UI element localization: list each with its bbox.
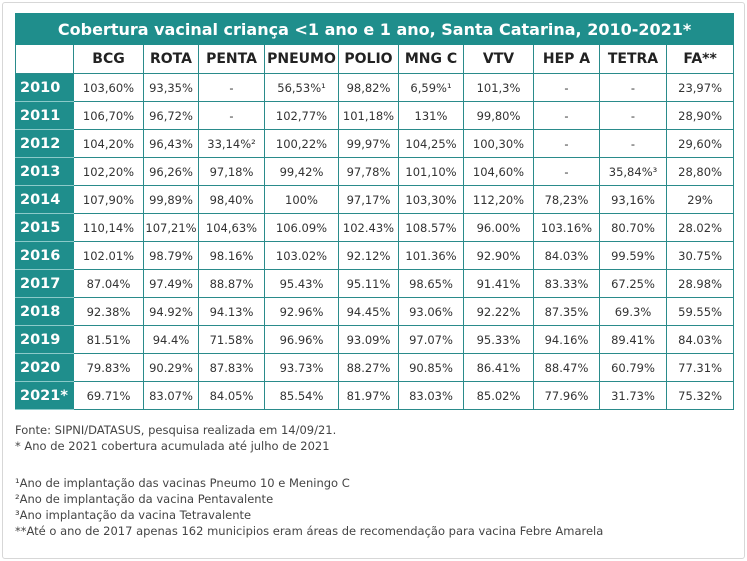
coverage-cell: 97,18% [199,158,265,186]
coverage-cell: 104,20% [74,130,144,158]
table-row [16,326,734,354]
coverage-cell: 83.33% [534,270,600,298]
coverage-cell: 102,20% [74,158,144,186]
coverage-cell: 94.92% [144,298,199,326]
coverage-cell: 29,60% [667,130,734,158]
table-row [16,74,734,102]
coverage-cell: 100,22% [265,130,339,158]
coverage-cell: 87.04% [74,270,144,298]
coverage-cell: 100% [265,186,339,214]
coverage-cell: - [534,158,600,186]
footnotes [15,475,603,539]
coverage-cell: 95.43% [265,270,339,298]
year-cell: 2020 [16,354,74,382]
coverage-cell: 97,78% [339,158,399,186]
coverage-cell: 101,18% [339,102,399,130]
coverage-cell: 104,63% [199,214,265,242]
year-cell: 2013 [16,158,74,186]
coverage-cell: 30.75% [667,242,734,270]
coverage-cell: 98.65% [399,270,464,298]
coverage-cell: 100,30% [464,130,534,158]
coverage-cell: 85.54% [265,382,339,410]
table-row [16,270,734,298]
table-row [16,130,734,158]
column-header: TETRA [600,45,667,74]
coverage-cell: 6,59%¹ [399,74,464,102]
coverage-cell: 29% [667,186,734,214]
coverage-cell: 97,17% [339,186,399,214]
coverage-cell: 87.35% [534,298,600,326]
coverage-cell: 102.43% [339,214,399,242]
coverage-cell: 35,84%³ [600,158,667,186]
coverage-cell: 131% [399,102,464,130]
coverage-cell: 107,90% [74,186,144,214]
table-row [16,186,734,214]
coverage-cell: 99,42% [265,158,339,186]
coverage-cell: 97.49% [144,270,199,298]
coverage-cell: 80.70% [600,214,667,242]
coverage-cell: 93.06% [399,298,464,326]
column-header: ROTA [144,45,199,74]
coverage-cell: 88.47% [534,354,600,382]
coverage-cell: 108.57% [399,214,464,242]
coverage-cell: 31.73% [600,382,667,410]
table-title: Cobertura vacinal criança <1 ano e 1 ano, Santa Catarina, 2010-2021* [16,14,734,45]
year-cell: 2016 [16,242,74,270]
table-row [16,158,734,186]
coverage-cell: 107,21% [144,214,199,242]
header-row [16,45,734,74]
coverage-cell: 106,70% [74,102,144,130]
column-header: PENTA [199,45,265,74]
coverage-cell: 81.97% [339,382,399,410]
coverage-cell: 90.29% [144,354,199,382]
year-cell: 2015 [16,214,74,242]
coverage-cell: 103.16% [534,214,600,242]
coverage-cell: 88.27% [339,354,399,382]
coverage-cell: 98.79% [144,242,199,270]
footnote: ²Ano de implantação da vacina Pentavalente [15,492,274,506]
coverage-cell: 88.87% [199,270,265,298]
coverage-cell: 93,35% [144,74,199,102]
header-corner [16,45,74,74]
coverage-cell: 28,90% [667,102,734,130]
column-header: HEP A [534,45,600,74]
table-row [16,242,734,270]
column-header: BCG [74,45,144,74]
coverage-cell: 103,60% [74,74,144,102]
coverage-cell: 71.58% [199,326,265,354]
coverage-cell: 94.4% [144,326,199,354]
coverage-cell: 95.33% [464,326,534,354]
coverage-cell: - [534,74,600,102]
coverage-cell: 86.41% [464,354,534,382]
coverage-cell: 98,82% [339,74,399,102]
footnote: **Até o ano de 2017 apenas 162 municipios eram áreas de recomendação para vacina Febre Amarela [15,524,604,538]
coverage-cell: 60.79% [600,354,667,382]
coverage-cell: 101,10% [399,158,464,186]
year-cell: 2010 [16,74,74,102]
coverage-cell: 98.16% [199,242,265,270]
coverage-cell: 28.02% [667,214,734,242]
coverage-cell: 92.96% [265,298,339,326]
column-header: FA** [667,45,734,74]
coverage-cell: - [600,74,667,102]
coverage-cell: 28.98% [667,270,734,298]
table-row [16,382,734,410]
coverage-cell: - [600,102,667,130]
coverage-cell: 78,23% [534,186,600,214]
coverage-cell: 104,25% [399,130,464,158]
coverage-cell: 69.3% [600,298,667,326]
coverage-cell: 93.09% [339,326,399,354]
coverage-cell: 23,97% [667,74,734,102]
coverage-cell: 83.07% [144,382,199,410]
coverage-cell: 94.13% [199,298,265,326]
coverage-cell: 84.05% [199,382,265,410]
table-row [16,214,734,242]
coverage-cell: 97.07% [399,326,464,354]
source-note: Fonte: SIPNI/DATASUS, pesquisa realizada em 14/09/21. [15,423,337,437]
coverage-cell: 77.31% [667,354,734,382]
coverage-cell: 83.03% [399,382,464,410]
coverage-cell: 94.16% [534,326,600,354]
table-body [16,74,734,410]
coverage-cell: 102,77% [265,102,339,130]
coverage-cell: 92.22% [464,298,534,326]
coverage-cell: 98,40% [199,186,265,214]
coverage-cell: 87.83% [199,354,265,382]
coverage-cell: 102.01% [74,242,144,270]
coverage-cell: 85.02% [464,382,534,410]
coverage-cell: 77.96% [534,382,600,410]
coverage-cell: 99,89% [144,186,199,214]
coverage-cell: 75.32% [667,382,734,410]
coverage-cell: - [199,102,265,130]
coverage-cell: 79.83% [74,354,144,382]
coverage-cell: 99.59% [600,242,667,270]
column-header: POLIO [339,45,399,74]
column-header: VTV [464,45,534,74]
table-figure [2,2,745,559]
coverage-cell: 56,53%¹ [265,74,339,102]
coverage-cell: 89.41% [600,326,667,354]
coverage-cell: 103,30% [399,186,464,214]
coverage-cell: 110,14% [74,214,144,242]
coverage-cell: 94.45% [339,298,399,326]
coverage-cell: 90.85% [399,354,464,382]
coverage-cell: 95.11% [339,270,399,298]
year-cell: 2018 [16,298,74,326]
coverage-cell: 91.41% [464,270,534,298]
year-cell: 2021* [16,382,74,410]
coverage-cell: 103.02% [265,242,339,270]
table-row [16,102,734,130]
coverage-cell: 28,80% [667,158,734,186]
table-row [16,298,734,326]
year-cell: 2011 [16,102,74,130]
coverage-cell: 96,26% [144,158,199,186]
coverage-cell: 104,60% [464,158,534,186]
year-cell: 2017 [16,270,74,298]
coverage-cell: 92.38% [74,298,144,326]
coverage-cell: - [199,74,265,102]
footnote: ¹Ano de implantação das vacinas Pneumo 10 e Meningo C [15,476,350,490]
coverage-cell: 81.51% [74,326,144,354]
year-cell: 2014 [16,186,74,214]
source-note: * Ano de 2021 cobertura acumulada até julho de 2021 [15,439,330,453]
coverage-cell: 96.00% [464,214,534,242]
coverage-cell: - [534,130,600,158]
column-header: PNEUMO [265,45,339,74]
footnote: ³Ano implantação da vacina Tetravalente [15,508,252,522]
coverage-cell: 92.90% [464,242,534,270]
coverage-cell: - [534,102,600,130]
coverage-cell: 106.09% [265,214,339,242]
coverage-cell: 59.55% [667,298,734,326]
coverage-cell: 92.12% [339,242,399,270]
coverage-cell: - [600,130,667,158]
coverage-cell: 84.03% [534,242,600,270]
coverage-cell: 93.73% [265,354,339,382]
column-header: MNG C [399,45,464,74]
coverage-cell: 96,72% [144,102,199,130]
table-row [16,354,734,382]
coverage-cell: 67.25% [600,270,667,298]
coverage-cell: 69.71% [74,382,144,410]
year-cell: 2012 [16,130,74,158]
coverage-cell: 99,80% [464,102,534,130]
coverage-cell: 112,20% [464,186,534,214]
vaccine-coverage-table [15,13,734,410]
source-notes [15,422,336,454]
coverage-cell: 84.03% [667,326,734,354]
coverage-cell: 99,97% [339,130,399,158]
coverage-cell: 101,3% [464,74,534,102]
coverage-cell: 93,16% [600,186,667,214]
year-cell: 2019 [16,326,74,354]
coverage-cell: 33,14%² [199,130,265,158]
coverage-cell: 101.36% [399,242,464,270]
coverage-cell: 96,43% [144,130,199,158]
coverage-cell: 96.96% [265,326,339,354]
